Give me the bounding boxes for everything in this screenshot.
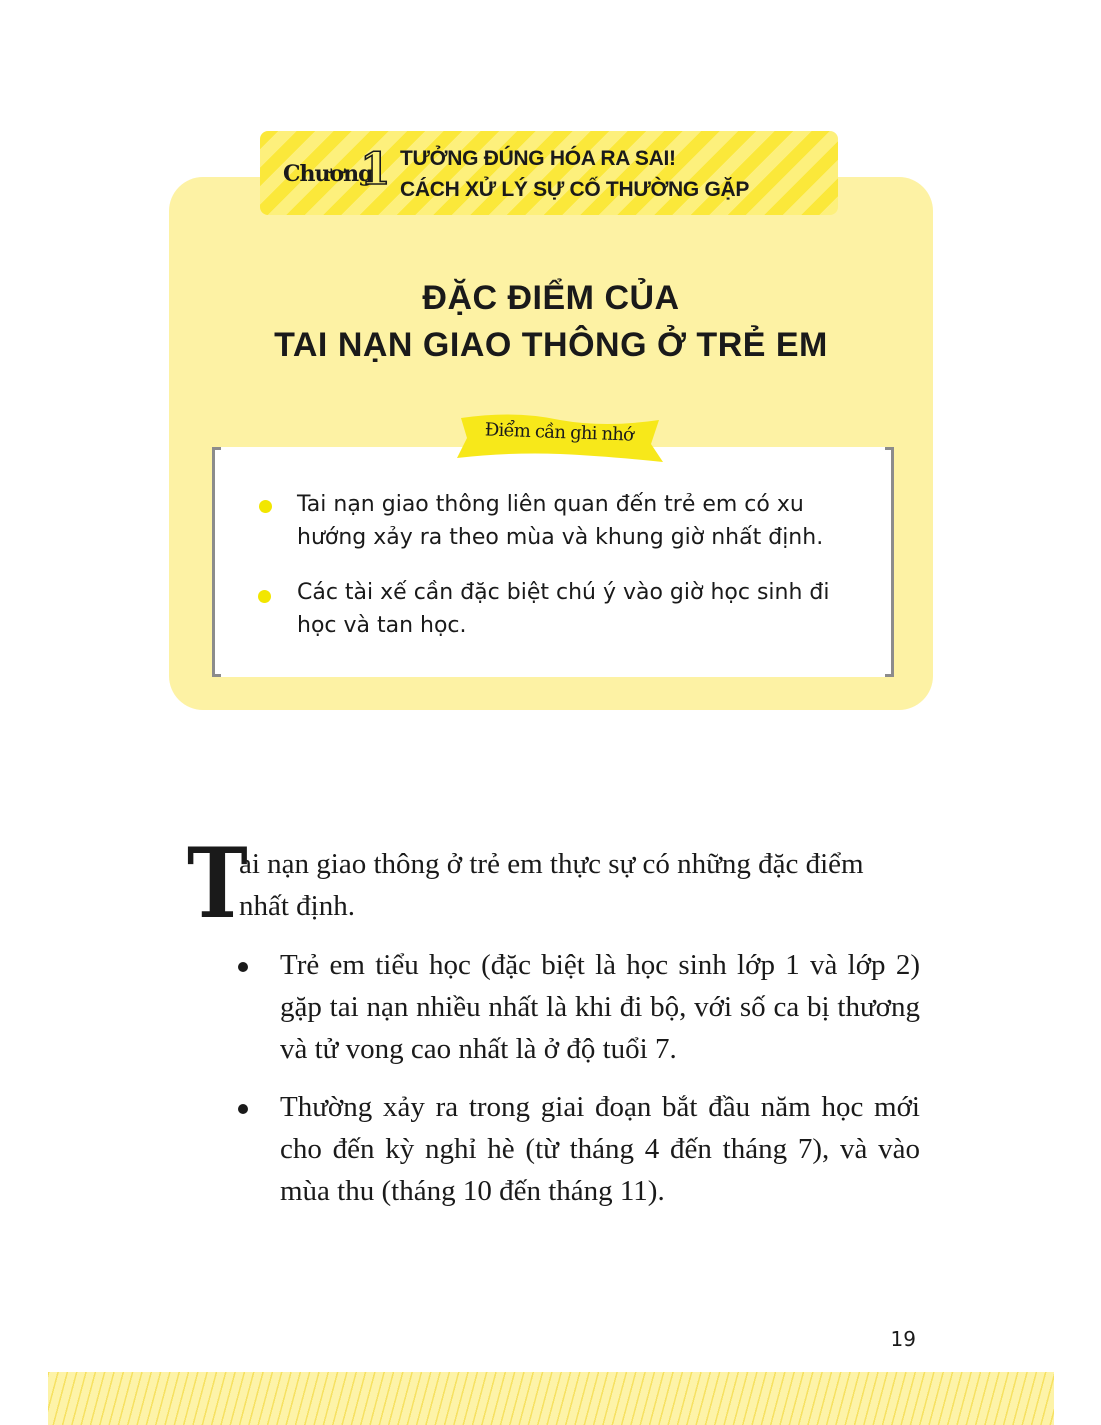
bullet-dot-icon	[259, 500, 272, 513]
chapter-label: Chương	[283, 161, 373, 187]
chapter-title-line2: CÁCH XỬ LÝ SỰ CỐ THƯỜNG GẶP	[400, 178, 750, 201]
intro-line: nhất định.	[239, 890, 355, 922]
footer-decoration	[48, 1372, 1054, 1425]
key-point-line: học và tan học.	[297, 613, 467, 638]
intro-line: ai nạn giao thông ở trẻ em thực sự có những đặc điểm	[239, 848, 864, 880]
body-list-item: Thường xảy ra trong giai đoạn bắt đầu năm học mới cho đến kỳ nghỉ hè (từ tháng 4 đến tháng 7), và vào mùa thu (tháng 10 đến tháng 11).	[280, 1091, 920, 1207]
page-title	[169, 275, 933, 369]
key-point-line: Các tài xế cần đặc biệt chú ý vào giờ học sinh đi	[297, 580, 830, 605]
right-bracket	[885, 447, 894, 677]
key-points-heading: Điểm cần ghi nhớ	[484, 419, 634, 446]
page-number: 19	[890, 1327, 916, 1351]
chapter-title-line1: TƯỞNG ĐÚNG HÓA RA SAI!	[400, 147, 676, 170]
key-point-line: Tai nạn giao thông liên quan đến trẻ em có xu	[297, 492, 804, 517]
page-title-line1: ĐẶC ĐIỂM CỦA	[422, 279, 680, 317]
intro-paragraph	[239, 843, 919, 927]
key-point-line: hướng xảy ra theo mùa và khung giờ nhất định.	[297, 525, 824, 550]
key-points-box	[214, 447, 893, 677]
bullet-dot-icon	[258, 590, 271, 603]
key-point-item	[297, 576, 867, 642]
chapter-title	[400, 143, 749, 205]
left-bracket	[212, 447, 221, 677]
bullet-icon	[238, 962, 248, 972]
bullet-icon	[238, 1104, 248, 1114]
chapter-number: 1	[360, 144, 391, 195]
drop-cap: T	[187, 827, 248, 940]
key-point-item	[297, 488, 867, 554]
page-title-line2: TAI NẠN GIAO THÔNG Ở TRẺ EM	[274, 326, 828, 364]
body-list-item: Trẻ em tiểu học (đặc biệt là học sinh lớp 1 và lớp 2) gặp tai nạn nhiều nhất là khi đi bộ, với số ca bị thương và tử vong cao nhất là ở độ tuổi 7.	[280, 949, 920, 1065]
